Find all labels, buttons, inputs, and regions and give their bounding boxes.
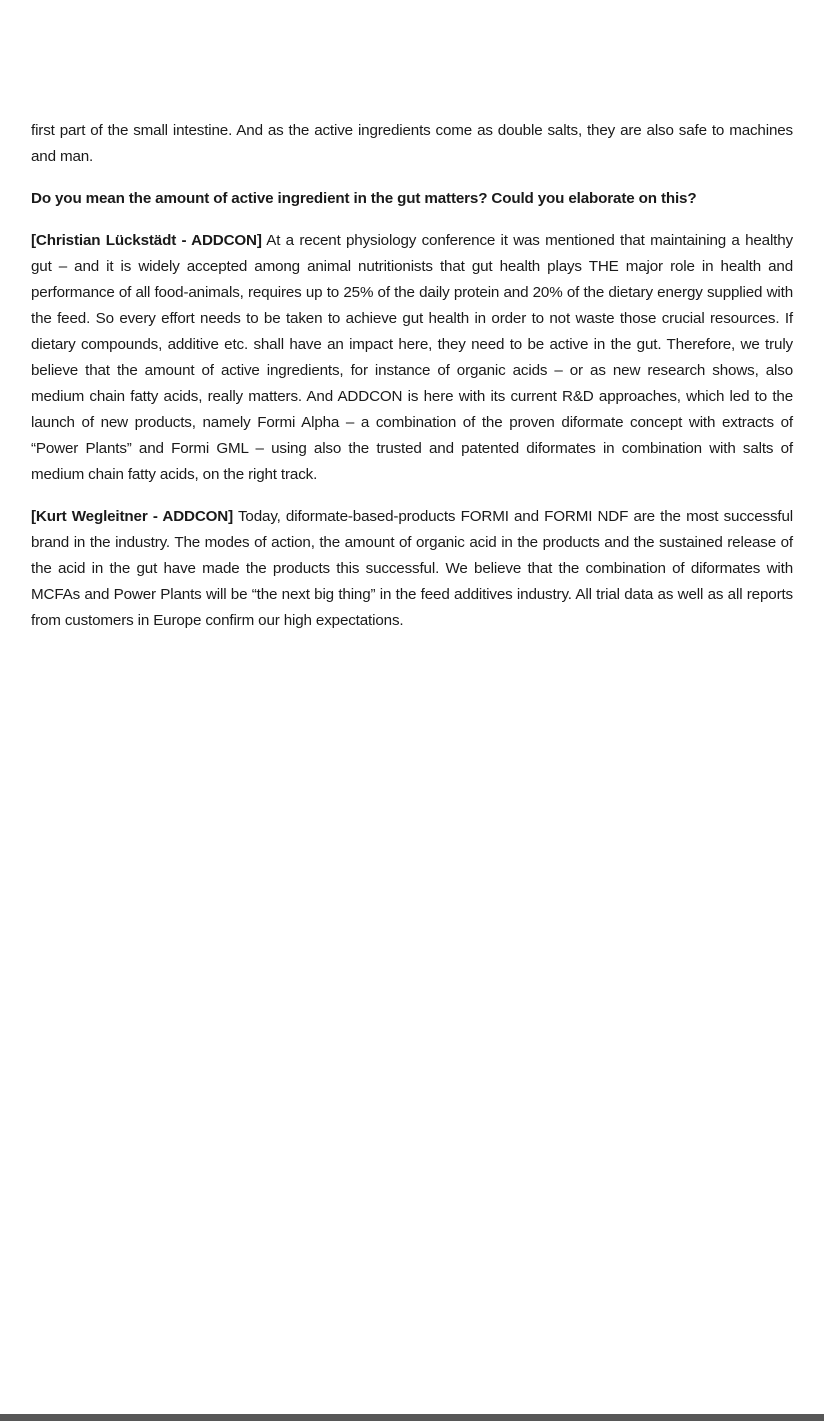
speaker-label: [Christian Lückstädt - ADDCON] (31, 232, 262, 249)
document-body (31, 118, 793, 650)
viewer-bottom-bar (0, 1414, 824, 1421)
speaker-label: [Kurt Wegleitner - ADDCON] (31, 508, 234, 525)
answer-text: At a recent physiology conference it was mentioned that maintaining a healthy gut – and it is widely accepted among animal nutritionists that gut health plays THE major role in health and performance of all food-animals, requires up to 25% of the daily protein and 20% of the dietary energy supplied with the feed. So every effort needs to be taken to achieve gut health in order to not waste those crucial resources. If dietary compounds, additive etc. shall have an impact here, they need to be active in the gut. Therefore, we truly believe that the amount of active ingredients, for instance of organic acids – or as new research shows, also medium chain fatty acids, really matters. And ADDCON is here with its current R&D approaches, which led to the launch of new products, namely Formi Alpha – a combination of the proven diformate concept with extracts of “Power Plants” and Formi GML – using also the trusted and patented diformates in combination with salts of medium chain fatty acids, on the right track. (31, 232, 793, 483)
answer-text: Today, diformate-based-products FORMI and FORMI NDF are the most successful brand in the industry. The modes of action, the amount of organic acid in the products and the sustained release of the acid in the gut have made the products this successful. We believe that the combination of diformates with MCFAs and Power Plants will be “the next big thing” in the feed additives industry. All trial data as well as all reports from customers in Europe confirm our high expectations. (31, 508, 793, 629)
body-paragraph: first part of the small intestine. And as the active ingredients come as double salts, they are also safe to machines and man. (31, 122, 793, 165)
answer-paragraph-wegleitner (31, 504, 793, 634)
interview-question: Do you mean the amount of active ingredient in the gut matters? Could you elaborate on this? (31, 190, 697, 207)
answer-paragraph-luckstadt (31, 228, 793, 488)
